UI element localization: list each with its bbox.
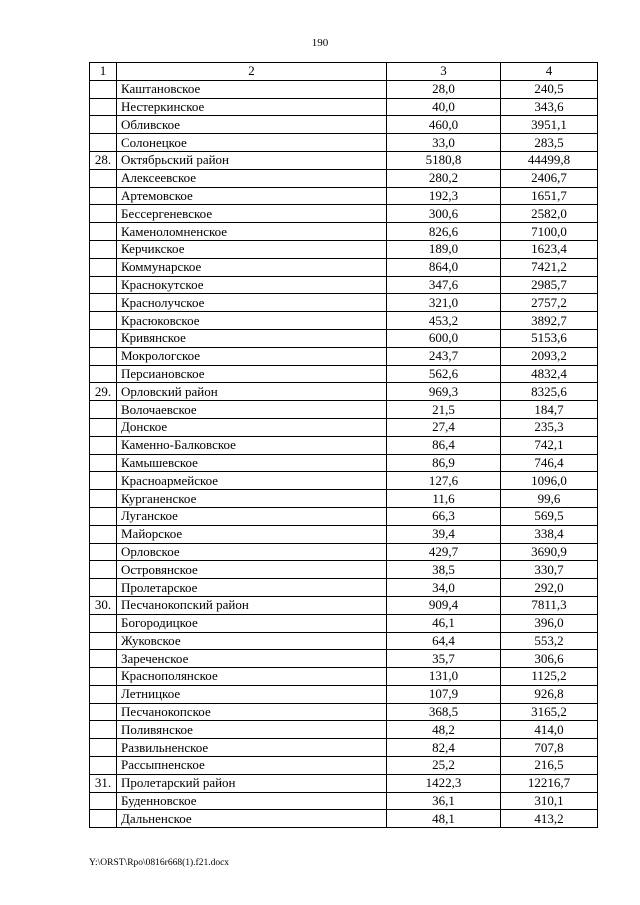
table-row — [90, 703, 598, 721]
row-number-cell — [90, 294, 117, 312]
value-col4-cell: 338,4 — [501, 525, 598, 543]
table-row — [90, 632, 598, 650]
value-col3-cell: 127,6 — [387, 472, 501, 490]
table-row — [90, 507, 598, 525]
table-row — [90, 383, 598, 401]
header-cell-2: 2 — [117, 63, 387, 81]
settlement-name-cell: Обливское — [117, 116, 387, 134]
table-row — [90, 650, 598, 668]
table-row — [90, 347, 598, 365]
value-col4-cell: 216,5 — [501, 757, 598, 775]
settlement-name-cell: Каменоломненское — [117, 223, 387, 241]
value-col3-cell: 11,6 — [387, 490, 501, 508]
value-col4-cell: 1125,2 — [501, 668, 598, 686]
settlement-name-cell: Волочаевское — [117, 401, 387, 419]
value-col3-cell: 189,0 — [387, 240, 501, 258]
value-col4-cell: 413,2 — [501, 810, 598, 828]
settlement-name-cell: Буденновское — [117, 792, 387, 810]
table-row — [90, 205, 598, 223]
table-row — [90, 418, 598, 436]
header-cell-4: 4 — [501, 63, 598, 81]
settlement-name-cell: Зареченское — [117, 650, 387, 668]
table-row — [90, 454, 598, 472]
settlement-name-cell: Майорское — [117, 525, 387, 543]
row-number-cell — [90, 169, 117, 187]
value-col3-cell: 826,6 — [387, 223, 501, 241]
row-number-cell — [90, 276, 117, 294]
settlement-name-cell: Курганенское — [117, 490, 387, 508]
value-col3-cell: 86,4 — [387, 436, 501, 454]
row-number-cell — [90, 401, 117, 419]
table-row — [90, 721, 598, 739]
table-row — [90, 774, 598, 792]
value-col3-cell: 429,7 — [387, 543, 501, 561]
value-col4-cell: 306,6 — [501, 650, 598, 668]
value-col3-cell: 192,3 — [387, 187, 501, 205]
settlement-name-cell: Пролетарское — [117, 579, 387, 597]
value-col4-cell: 3892,7 — [501, 312, 598, 330]
settlement-name-cell: Мокрологское — [117, 347, 387, 365]
value-col3-cell: 243,7 — [387, 347, 501, 365]
value-col4-cell: 707,8 — [501, 739, 598, 757]
table-row — [90, 757, 598, 775]
value-col3-cell: 39,4 — [387, 525, 501, 543]
row-number-cell — [90, 561, 117, 579]
value-col4-cell: 12216,7 — [501, 774, 598, 792]
value-col4-cell: 8325,6 — [501, 383, 598, 401]
row-number-cell — [90, 365, 117, 383]
value-col4-cell: 7811,3 — [501, 596, 598, 614]
value-col3-cell: 21,5 — [387, 401, 501, 419]
row-number-cell — [90, 721, 117, 739]
value-col4-cell: 2985,7 — [501, 276, 598, 294]
value-col4-cell: 742,1 — [501, 436, 598, 454]
value-col4-cell: 310,1 — [501, 792, 598, 810]
row-number-cell — [90, 490, 117, 508]
row-number-cell: 30. — [90, 596, 117, 614]
value-col4-cell: 99,6 — [501, 490, 598, 508]
header-cell-1: 1 — [90, 63, 117, 81]
settlement-name-cell: Дальненское — [117, 810, 387, 828]
table-row — [90, 596, 598, 614]
value-col4-cell: 2757,2 — [501, 294, 598, 312]
settlement-name-cell: Кривянское — [117, 329, 387, 347]
value-col3-cell: 38,5 — [387, 561, 501, 579]
row-number-cell: 29. — [90, 383, 117, 401]
table-row — [90, 276, 598, 294]
row-number-cell — [90, 507, 117, 525]
table-row — [90, 401, 598, 419]
settlement-name-cell: Богородицкое — [117, 614, 387, 632]
value-col4-cell: 292,0 — [501, 579, 598, 597]
value-col4-cell: 3690,9 — [501, 543, 598, 561]
table-row — [90, 525, 598, 543]
value-col4-cell: 343,6 — [501, 98, 598, 116]
table-row — [90, 365, 598, 383]
table-row — [90, 329, 598, 347]
settlement-name-cell: Октябрьский район — [117, 151, 387, 169]
value-col4-cell: 235,3 — [501, 418, 598, 436]
settlement-name-cell: Краснокутское — [117, 276, 387, 294]
settlement-name-cell: Персиановское — [117, 365, 387, 383]
row-number-cell — [90, 650, 117, 668]
settlement-name-cell: Рассыпненское — [117, 757, 387, 775]
settlement-name-cell: Артемовское — [117, 187, 387, 205]
value-col3-cell: 107,9 — [387, 685, 501, 703]
table-row — [90, 151, 598, 169]
settlement-name-cell: Пролетарский район — [117, 774, 387, 792]
row-number-cell — [90, 347, 117, 365]
table-row — [90, 614, 598, 632]
table-row — [90, 810, 598, 828]
value-col4-cell: 1623,4 — [501, 240, 598, 258]
value-col4-cell: 44499,8 — [501, 151, 598, 169]
settlement-name-cell: Островянское — [117, 561, 387, 579]
value-col4-cell: 7100,0 — [501, 223, 598, 241]
value-col4-cell: 746,4 — [501, 454, 598, 472]
value-col3-cell: 40,0 — [387, 98, 501, 116]
settlement-name-cell: Песчанокопское — [117, 703, 387, 721]
row-number-cell — [90, 98, 117, 116]
value-col3-cell: 131,0 — [387, 668, 501, 686]
table-row — [90, 134, 598, 152]
settlement-name-cell: Развильненское — [117, 739, 387, 757]
settlement-name-cell: Нестеркинское — [117, 98, 387, 116]
table-row — [90, 169, 598, 187]
value-col3-cell: 86,9 — [387, 454, 501, 472]
settlement-name-cell: Бессергеневское — [117, 205, 387, 223]
page-number: 190 — [311, 37, 329, 49]
value-col4-cell: 2582,0 — [501, 205, 598, 223]
row-number-cell — [90, 757, 117, 775]
value-col4-cell: 4832,4 — [501, 365, 598, 383]
value-col4-cell: 569,5 — [501, 507, 598, 525]
value-col4-cell: 330,7 — [501, 561, 598, 579]
settlement-name-cell: Каменно-Балковское — [117, 436, 387, 454]
row-number-cell — [90, 329, 117, 347]
settlement-name-cell: Камышевское — [117, 454, 387, 472]
value-col3-cell: 347,6 — [387, 276, 501, 294]
settlement-name-cell: Луганское — [117, 507, 387, 525]
table-row — [90, 490, 598, 508]
settlement-name-cell: Поливянское — [117, 721, 387, 739]
row-number-cell — [90, 703, 117, 721]
value-col4-cell: 553,2 — [501, 632, 598, 650]
row-number-cell — [90, 454, 117, 472]
settlement-name-cell: Донское — [117, 418, 387, 436]
row-number-cell — [90, 792, 117, 810]
settlement-name-cell: Керчикское — [117, 240, 387, 258]
footer-file-path: Y:\ORST\Rpo\0816r668(1).f21.docx — [89, 858, 230, 868]
table-row — [90, 294, 598, 312]
value-col4-cell: 926,8 — [501, 685, 598, 703]
value-col3-cell: 28,0 — [387, 80, 501, 98]
table-row — [90, 98, 598, 116]
value-col3-cell: 66,3 — [387, 507, 501, 525]
table-row — [90, 258, 598, 276]
settlement-name-cell: Коммунарское — [117, 258, 387, 276]
settlement-name-cell: Песчанокопский район — [117, 596, 387, 614]
row-number-cell — [90, 418, 117, 436]
row-number-cell — [90, 240, 117, 258]
row-number-cell — [90, 116, 117, 134]
value-col3-cell: 300,6 — [387, 205, 501, 223]
value-col3-cell: 600,0 — [387, 329, 501, 347]
table-row — [90, 561, 598, 579]
value-col4-cell: 3951,1 — [501, 116, 598, 134]
value-col4-cell: 2093,2 — [501, 347, 598, 365]
value-col4-cell: 1096,0 — [501, 472, 598, 490]
settlement-name-cell: Краснолучское — [117, 294, 387, 312]
table-row — [90, 739, 598, 757]
row-number-cell — [90, 668, 117, 686]
row-number-cell — [90, 472, 117, 490]
row-number-cell — [90, 187, 117, 205]
value-col4-cell: 240,5 — [501, 80, 598, 98]
value-col3-cell: 562,6 — [387, 365, 501, 383]
value-col3-cell: 969,3 — [387, 383, 501, 401]
row-number-cell — [90, 739, 117, 757]
settlement-name-cell: Алексеевское — [117, 169, 387, 187]
row-number-cell — [90, 525, 117, 543]
value-col3-cell: 34,0 — [387, 579, 501, 597]
value-col3-cell: 460,0 — [387, 116, 501, 134]
row-number-cell — [90, 436, 117, 454]
value-col3-cell: 1422,3 — [387, 774, 501, 792]
value-col4-cell: 396,0 — [501, 614, 598, 632]
row-number-cell — [90, 312, 117, 330]
table-row — [90, 543, 598, 561]
value-col3-cell: 48,2 — [387, 721, 501, 739]
value-col4-cell: 184,7 — [501, 401, 598, 419]
table-row — [90, 240, 598, 258]
settlement-name-cell: Орловский район — [117, 383, 387, 401]
value-col4-cell: 414,0 — [501, 721, 598, 739]
header-cell-3: 3 — [387, 63, 501, 81]
table-header-row — [90, 63, 598, 81]
value-col3-cell: 25,2 — [387, 757, 501, 775]
value-col3-cell: 453,2 — [387, 312, 501, 330]
settlement-name-cell: Орловское — [117, 543, 387, 561]
settlement-name-cell: Жуковское — [117, 632, 387, 650]
table-row — [90, 80, 598, 98]
row-number-cell — [90, 579, 117, 597]
table-row — [90, 223, 598, 241]
table-row — [90, 472, 598, 490]
value-col3-cell: 280,2 — [387, 169, 501, 187]
value-col3-cell: 82,4 — [387, 739, 501, 757]
row-number-cell — [90, 223, 117, 241]
settlement-name-cell: Краснополянское — [117, 668, 387, 686]
table-row — [90, 668, 598, 686]
value-col4-cell: 5153,6 — [501, 329, 598, 347]
value-col3-cell: 864,0 — [387, 258, 501, 276]
value-col4-cell: 3165,2 — [501, 703, 598, 721]
row-number-cell: 31. — [90, 774, 117, 792]
row-number-cell — [90, 614, 117, 632]
value-col4-cell: 2406,7 — [501, 169, 598, 187]
table-row — [90, 792, 598, 810]
value-col3-cell: 35,7 — [387, 650, 501, 668]
value-col3-cell: 5180,8 — [387, 151, 501, 169]
value-col3-cell: 368,5 — [387, 703, 501, 721]
value-col4-cell: 1651,7 — [501, 187, 598, 205]
row-number-cell: 28. — [90, 151, 117, 169]
value-col3-cell: 48,1 — [387, 810, 501, 828]
row-number-cell — [90, 80, 117, 98]
row-number-cell — [90, 543, 117, 561]
value-col3-cell: 909,4 — [387, 596, 501, 614]
value-col3-cell: 36,1 — [387, 792, 501, 810]
value-col3-cell: 64,4 — [387, 632, 501, 650]
settlement-name-cell: Красюковское — [117, 312, 387, 330]
value-col4-cell: 7421,2 — [501, 258, 598, 276]
settlement-name-cell: Красноармейское — [117, 472, 387, 490]
row-number-cell — [90, 810, 117, 828]
table-row — [90, 187, 598, 205]
row-number-cell — [90, 632, 117, 650]
row-number-cell — [90, 685, 117, 703]
row-number-cell — [90, 258, 117, 276]
value-col3-cell: 33,0 — [387, 134, 501, 152]
row-number-cell — [90, 134, 117, 152]
settlement-name-cell: Летницкое — [117, 685, 387, 703]
value-col3-cell: 27,4 — [387, 418, 501, 436]
value-col4-cell: 283,5 — [501, 134, 598, 152]
settlement-name-cell: Каштановское — [117, 80, 387, 98]
settlement-name-cell: Солонецкое — [117, 134, 387, 152]
value-col3-cell: 321,0 — [387, 294, 501, 312]
table-row — [90, 579, 598, 597]
data-table — [89, 62, 598, 828]
table-row — [90, 685, 598, 703]
table-row — [90, 436, 598, 454]
row-number-cell — [90, 205, 117, 223]
table-row — [90, 116, 598, 134]
value-col3-cell: 46,1 — [387, 614, 501, 632]
table-row — [90, 312, 598, 330]
